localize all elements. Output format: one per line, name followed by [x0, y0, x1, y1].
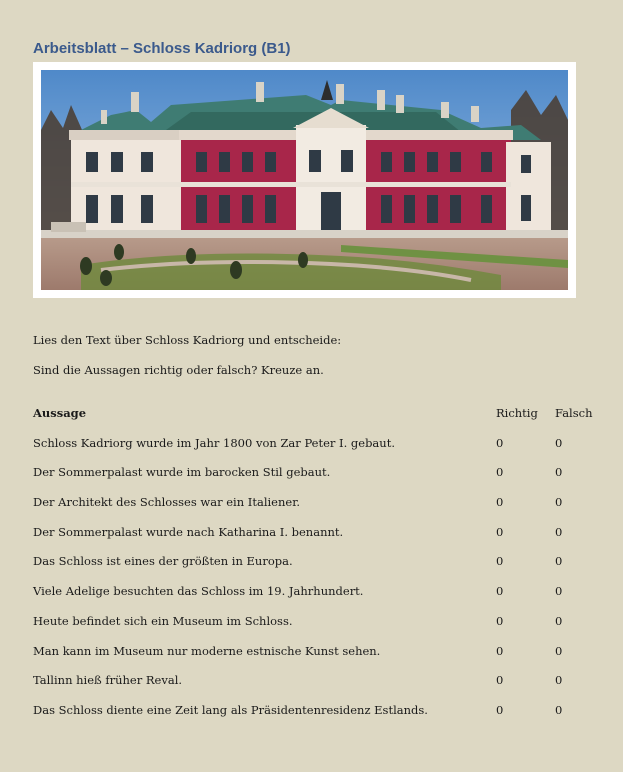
statement-text: Viele Adelige besuchten das Schloss im 19. Jahrhundert.	[33, 584, 364, 599]
true-checkbox[interactable]: 0	[496, 435, 504, 450]
true-checkbox[interactable]: 0	[496, 465, 504, 480]
table-row	[33, 673, 613, 703]
statement-text: Der Sommerpalast wurde im barocken Stil gebaut.	[33, 465, 331, 480]
false-checkbox[interactable]: 0	[555, 584, 563, 599]
table-row	[33, 703, 613, 733]
false-checkbox[interactable]: 0	[555, 524, 563, 539]
palace-illustration	[41, 70, 568, 290]
table-row	[33, 495, 613, 525]
statement-text: Heute befindet sich ein Museum im Schloss.	[33, 613, 293, 628]
false-checkbox[interactable]: 0	[555, 702, 563, 717]
false-checkbox[interactable]: 0	[555, 465, 563, 480]
table-header	[33, 406, 613, 436]
instruction-line-1: Lies den Text über Schloss Kadriorg und entscheide:	[33, 333, 342, 347]
statement-text: Das Schloss diente eine Zeit lang als Präsidentenresidenz Estlands.	[33, 702, 428, 717]
statement-text: Man kann im Museum nur moderne estnische Kunst sehen.	[33, 643, 381, 658]
false-checkbox[interactable]: 0	[555, 554, 563, 569]
statement-text: Der Architekt des Schlosses war ein Italiener.	[33, 495, 301, 510]
table-row	[33, 525, 613, 555]
false-checkbox[interactable]: 0	[555, 613, 563, 628]
true-checkbox[interactable]: 0	[496, 584, 504, 599]
false-checkbox[interactable]: 0	[555, 495, 563, 510]
table-row	[33, 554, 613, 584]
true-checkbox[interactable]: 0	[496, 702, 504, 717]
table-row	[33, 584, 613, 614]
true-checkbox[interactable]: 0	[496, 524, 504, 539]
true-false-table	[33, 406, 613, 733]
table-row	[33, 614, 613, 644]
header-statement: Aussage	[33, 406, 87, 420]
statement-text: Das Schloss ist eines der größten in Europa.	[33, 554, 293, 569]
statement-text: Tallinn hieß früher Reval.	[33, 673, 183, 688]
statement-text: Der Sommerpalast wurde nach Katharina I. benannt.	[33, 524, 344, 539]
instruction-line-2: Sind die Aussagen richtig oder falsch? Kreuze an.	[33, 363, 324, 377]
true-checkbox[interactable]: 0	[496, 673, 504, 688]
true-checkbox[interactable]: 0	[496, 643, 504, 658]
table-row	[33, 644, 613, 674]
false-checkbox[interactable]: 0	[555, 435, 563, 450]
header-true: Richtig	[496, 406, 538, 420]
true-checkbox[interactable]: 0	[496, 613, 504, 628]
palace-photo	[33, 62, 576, 298]
table-row	[33, 465, 613, 495]
statement-text: Schloss Kadriorg wurde im Jahr 1800 von Zar Peter I. gebaut.	[33, 435, 395, 450]
false-checkbox[interactable]: 0	[555, 673, 563, 688]
header-false: Falsch	[555, 406, 593, 420]
true-checkbox[interactable]: 0	[496, 554, 504, 569]
table-row	[33, 436, 613, 466]
true-checkbox[interactable]: 0	[496, 495, 504, 510]
false-checkbox[interactable]: 0	[555, 643, 563, 658]
worksheet-title: Arbeitsblatt – Schloss Kadriorg (B1)	[33, 40, 291, 57]
